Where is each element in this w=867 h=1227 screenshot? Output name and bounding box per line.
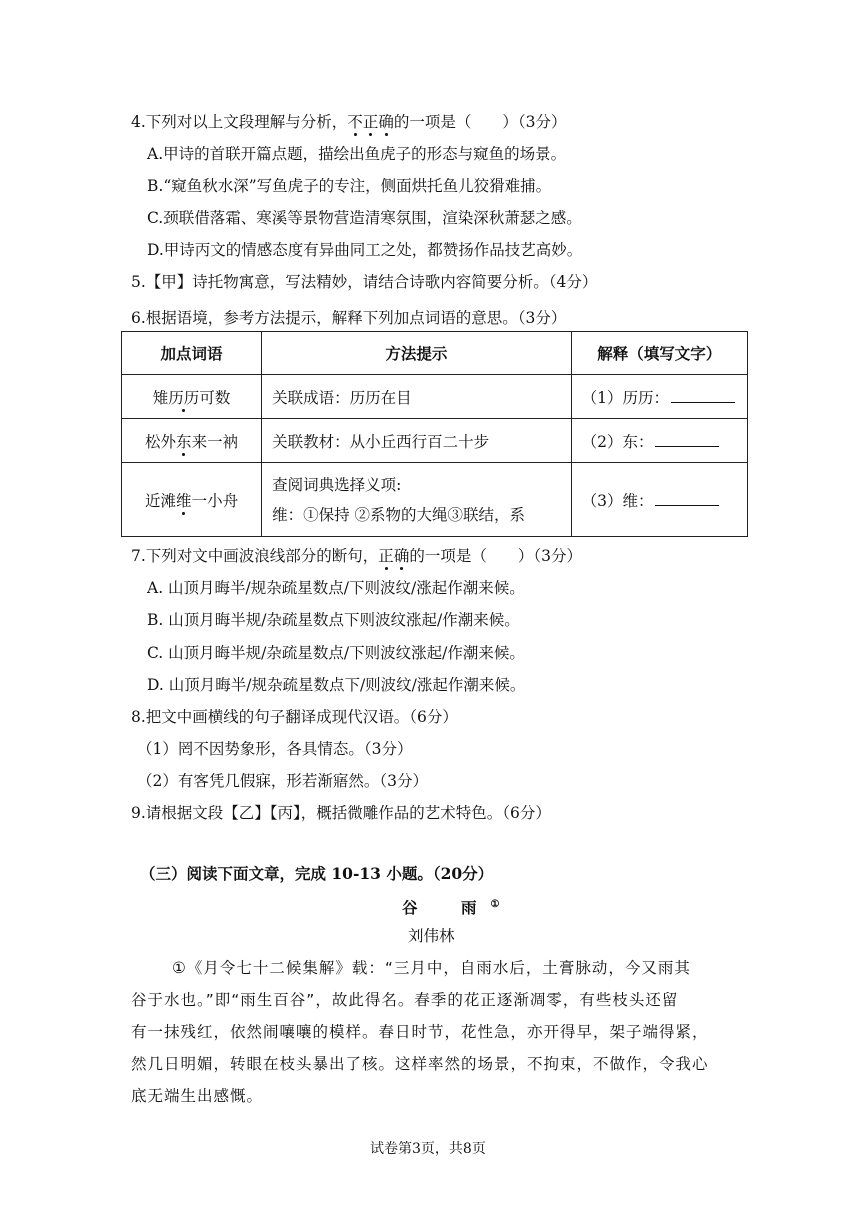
q6-stem: 6.根据语境，参考方法提示，解释下列加点词语的意思。（3分） [131,309,567,327]
q4-option-b: B.“窥鱼秋水深”写鱼虎子的专注，侧面烘托鱼儿狡猾难捕。 [147,177,552,195]
q4-option-a: A.甲诗的首联开篇点题，描绘出鱼虎子的形态与窥鱼的场景。 [147,145,567,163]
word-post: 可数 [199,388,231,407]
q4-stem-post: 的一项是（ ）（3分） [393,113,567,131]
q6-hint-cell [262,463,571,537]
q8-stem: 8.把文中画横线的句子翻译成现代汉语。（6分） [131,708,458,726]
q4-stem-pre: 4.下列对以上文段理解与分析， [131,113,348,131]
q7-option-c: C. 山顶月晦半规/杂疏星数点/下则波纹涨起/作潮来候。 [147,644,525,662]
table-row [122,375,748,419]
q8-item-1: （1）罔不因势象形，各具情态。（3分） [137,740,413,758]
article-title-text: 谷 雨 [402,898,491,918]
article-author: 刘伟林 [408,927,455,945]
q5-stem: 5.【甲】诗托物寓意，写法精妙，请结合诗歌内容简要分析。（4分） [131,273,598,291]
q6-word-cell [122,419,262,463]
dotted-word: 历历 [168,388,200,407]
q7-stem-pre: 7.下列对文中画波浪线部分的断句， [131,547,379,565]
answer-label: （2）东： [581,432,654,451]
q4-emph-char: 确 [378,113,394,131]
q4-option-c: C.颈联借落霜、寒溪等景物营造清寒氛围，渲染深秋萧瑟之感。 [147,209,582,227]
word-pre: 近滩 [145,491,177,510]
q7-option-d: D. 山顶月晦半/规杂疏星数点下/则波纹/涨起作潮来候。 [147,676,526,694]
q7-emph-char: 正 [378,547,394,565]
q6-header-hint: 方法提示 [262,332,571,375]
q7-stem [131,546,582,566]
hint-line: 维：①保持 ②系物的大绳③联结，系 [272,505,526,524]
dotted-word: 维 [176,491,192,510]
answer-blank[interactable] [671,388,735,403]
q6-header-word: 加点词语 [122,332,262,375]
dotted-word: 东 [176,432,192,451]
q7-emph-char: 确 [393,547,410,565]
word-post: 一小舟 [191,491,239,510]
paragraph-line: 底无端生出感慨。 [131,1087,264,1105]
paragraph-line: 谷于水也。”即“雨生百谷”，故此得名。春季的花正逐渐凋零，有些枝头还留 [131,991,679,1009]
table-row [122,463,748,537]
paragraph-line: 有一抹残红，依然闹嚷嚷的模样。春日时节，花性急，亦开得早，架子端得紧， [131,1023,709,1041]
q7-stem-post: 的一项是（ ）（3分） [409,547,582,565]
q4-emphasis [347,113,394,131]
footnote-mark: ① [490,899,500,910]
answer-label: （1）历历： [581,388,669,407]
table-row [122,419,748,463]
word-post: 来一衲 [191,432,239,451]
paragraph-line: 然几日明媚，转眼在枝头暴出了核。这样率然的场景，不拘束，不做作，令我心 [131,1055,709,1073]
word-pre: 雉 [152,388,169,407]
q7-emphasis [378,547,409,565]
q6-header-answer: 解释（填写文字） [571,332,747,375]
q8-item-2: （2）有客凭几假寐，形若渐寤然。（3分） [137,772,428,790]
q4-emph-char: 正 [362,113,379,131]
q4-emph-char: 不 [347,113,363,131]
q6-answer-cell[interactable] [571,375,747,419]
q6-word-cell [122,375,262,419]
hint-line: 查阅词典选择义项: [272,475,402,494]
q6-answer-cell[interactable] [571,419,747,463]
q4-stem [131,112,566,132]
q4-option-d: D.甲诗丙文的情感态度有异曲同工之处，都赞扬作品技艺高妙。 [147,241,583,259]
answer-label: （3）维： [581,491,654,510]
q6-answer-cell[interactable] [571,463,747,537]
paragraph-line: ①《月令七十二候集解》载：“三月中，自雨水后，土膏脉动，今又雨其 [172,959,691,977]
answer-blank[interactable] [655,432,719,447]
q9-stem: 9.请根据文段【乙】【丙】，概括微雕作品的艺术特色。（6分） [131,804,551,822]
word-pre: 松外 [145,432,177,451]
q6-hint-cell: 关联成语：历历在目 [262,375,571,419]
article-title [402,895,499,918]
q6-hint-cell: 关联教材：从小丘西行百二十步 [262,419,571,463]
answer-blank[interactable] [655,491,719,506]
q6-table [121,331,748,537]
q7-option-a: A. 山顶月晦半/规杂疏星数点/下则波纹/涨起作潮来候。 [147,579,525,597]
q7-option-b: B. 山顶月晦半规/杂疏星数点下则波纹涨起/作潮来候。 [147,611,520,629]
q6-word-cell [122,463,262,537]
page-footer: 试卷第3页，共8页 [370,1141,486,1157]
section-heading: （三）阅读下面文章，完成 10-13 小题。（20分） [140,864,494,883]
